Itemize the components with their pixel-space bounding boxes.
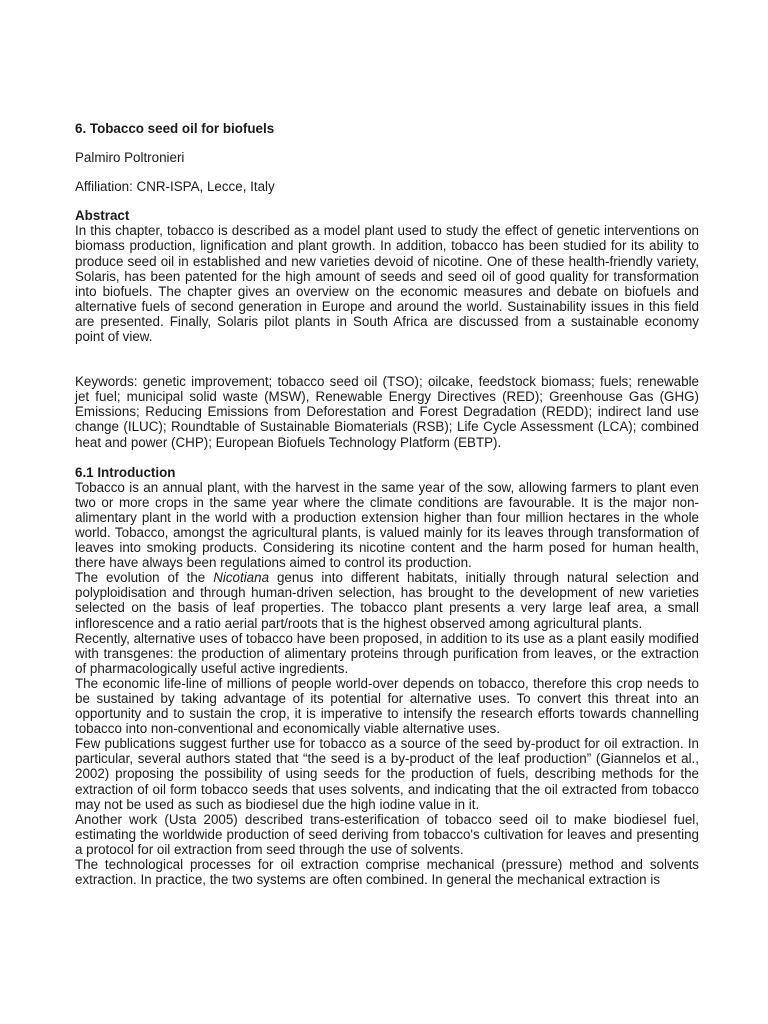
intro-paragraph-2 — [75, 570, 699, 630]
intro-paragraph-6: Another work (Usta 2005) described trans-esterification of tobacco seed oil to make biodiesel fuel, estimating the worldwide production of seed deriving from tobacco's cultivation for leaves and presenting a protocol for oil extraction from seed through the use of solvents. — [75, 811, 699, 857]
intro-paragraph-4: The economic life-line of millions of people world-over depends on tobacco, therefore this crop needs to be sustained by taking advantage of its potential for alternative uses. To convert this threat into an opportunity and to sustain the crop, it is imperative to intensify the research efforts towards channelling tobacco into non-conventional and economically viable alternative uses. — [75, 675, 699, 737]
author-name: Palmiro Poltronieri — [75, 150, 185, 166]
introduction-heading: 6.1 Introduction — [75, 464, 176, 480]
intro-paragraph-3: Recently, alternative uses of tobacco have been proposed, in addition to its use as a plant easily modified with transgenes: the production of alimentary proteins through purification from leaves, or the extraction of pharmacologically useful active ingredients. — [75, 630, 699, 676]
author-affiliation: Affiliation: CNR-ISPA, Lecce, Italy — [75, 179, 275, 195]
intro-paragraph-5: Few publications suggest further use for tobacco as a source of the seed by-product for oil extraction. In particular, several authors stated that “the seed is a by-product of the leaf production” (Giannelos et al., 2002) proposing the possibility of using seeds for the production of fuels, describing methods for the extraction of oil form tobacco seeds that uses solvents, and indicating that the oil extracted from tobacco may not be used as such as biodiesel due the high iodine value in it. — [75, 736, 699, 812]
abstract-text: In this chapter, tobacco is described as a model plant used to study the effect of genetic interventions on biomass production, lignification and plant growth. In addition, tobacco has been studied for its ability to produce seed oil in established and new varieties devoid of nicotine. One of these health-friendly variety, Solaris, has been patented for the high amount of seeds and seed oil of good quality for transformation into biofuels. The chapter gives an overview on the economic measures and debate on biofuels and alternative fuels of second generation in Europe and around the world. Sustainability issues in this field are presented. Finally, Solaris pilot plants in South Africa are discussed from a sustainable economy point of view. — [75, 223, 699, 345]
nicotiana-genus: Nicotiana — [213, 570, 270, 586]
chapter-title: 6. Tobacco seed oil for biofuels — [75, 121, 275, 136]
abstract-heading: Abstract — [75, 208, 130, 224]
document-page — [75, 121, 699, 887]
intro-paragraph-1: Tobacco is an annual plant, with the harvest in the same year of the sow, allowing farmers to plant even two or more crops in the same year where the climate conditions are favourable. It is the major non-alimentary plant in the world with a production extension higher than four million hectares in the whole world. Tobacco, amongst the agricultural plants, is valued mainly for its leaves through transformation of leaves into smoking products. Considering its nicotine content and the harm posed for human health, there have always been regulations aimed to control its production. — [75, 479, 699, 571]
keywords-paragraph: Keywords: genetic improvement; tobacco seed oil (TSO); oilcake, feedstock biomass; fuels; renewable jet fuel; municipal solid waste (MSW), Renewable Energy Directives (RED); Greenhouse Gas (GHG) Emissions; Reducing Emissions from Deforestation and Forest Degradation (REDD); indirect land use change (ILUC); Roundtable of Sustainable Biomaterials (RSB); Life Cycle Assessment (LCA); combined heat and power (CHP); European Biofuels Technology Platform (EBTP). — [75, 374, 699, 450]
intro-paragraph-2-rest: genus into different habitats, initially through natural selection and polyploidisation and through human-driven selection, has brought to the development of new varieties selected on the basis of leaf properties. The tobacco plant presents a very large leaf area, a small inflorescence and a ratio aerial part/roots that is the highest observed among agricultural plants. — [75, 570, 700, 631]
intro-paragraph-2-start: The evolution of the — [75, 570, 214, 586]
intro-paragraph-7: The technological processes for oil extraction comprise mechanical (pressure) method and solvents extraction. In practice, the two systems are often combined. In general the mechanical extraction is — [75, 857, 699, 888]
